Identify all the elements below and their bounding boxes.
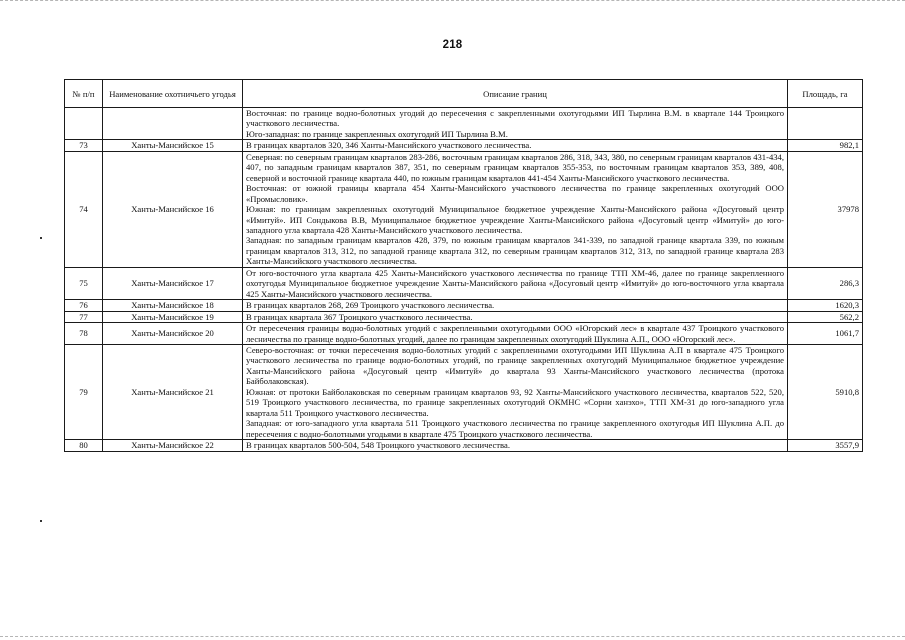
row-description <box>243 108 788 140</box>
row-description <box>243 140 788 151</box>
description-paragraph: Западная: от юго-западного угла квартала 511 Троицкого участкового лесничества по границе закрепленного охотугодья ИП Шуклина А.П. до пересечения с водно-болотными угодьями в квартале 475 Троицкого участкового лесничества. <box>246 418 784 439</box>
header-area: Площадь, га <box>788 80 863 108</box>
row-number: 74 <box>65 151 103 267</box>
page-number: 218 <box>442 39 463 51</box>
row-name: Ханты-Мансийское 22 <box>103 440 243 451</box>
row-name: Ханты-Мансийское 18 <box>103 300 243 311</box>
row-number: 73 <box>65 140 103 151</box>
scan-edge-bottom <box>0 633 905 637</box>
description-paragraph: От юго-восточного угла квартала 425 Ханты-Мансийского участкового лесничества по границе ТТП ХМ-46, далее по границе закрепленного охотугодья Муниципальное бюджетное учреждение Ханты-Мансийского района «Досуговый центр «Имитуй» до юго-восточного угла квартала 425 Ханты-Мансийского участкового лесничества. <box>246 267 784 299</box>
description-paragraph: Северная: по северным границам кварталов 283-286, восточным границам кварталов 286, 318, 343, 380, по северным границам кварталов 431-434, 407, по западным границам кварталов 387, 351, по северным границам кварталов 355-353, по восточным границам кварталов 353, 389, 408, северной и восточной границе квартала 440, по южным границам кварталов 441-454 Ханты-Мансийского участкового лесничества. <box>246 151 784 183</box>
description-paragraph: Западная: по западным границам кварталов 428, 379, по южным границам кварталов 341-339, по западной границе квартала 339, по южным границам кварталов 313, 312, по западной границе квартала 312, по северным границам кварталов 312, 313, по западной границе квартала 283 Ханты-Мансийского участкового лесничества. <box>246 235 784 267</box>
description-paragraph: От пересечения границы водно-болотных угодий с закрепленными охотугодьями ООО «Югорский лес» в квартале 437 Троицкого участкового лесничества по границе водно-болотных угодий, далее по границам закрепленных охотугодий Шуклина А.П., ООО «Югорский лес». <box>246 323 784 344</box>
row-number <box>65 108 103 140</box>
description-paragraph: В границах кварталов 268, 269 Троицкого участкового лесничества. <box>246 300 495 311</box>
row-description <box>243 440 788 451</box>
header-number: № п/п <box>65 80 103 108</box>
row-description <box>243 344 788 439</box>
row-name <box>103 108 243 140</box>
row-name: Ханты-Мансийское 19 <box>103 311 243 322</box>
row-area: 37978 <box>788 151 863 267</box>
row-area <box>788 108 863 140</box>
table-header-row <box>65 80 863 108</box>
row-name: Ханты-Мансийское 15 <box>103 140 243 151</box>
hunting-grounds-table <box>64 79 863 452</box>
row-area: 1061,7 <box>788 323 863 345</box>
row-number: 78 <box>65 323 103 345</box>
description-paragraph: Восточная: по границе водно-болотных угодий до пересечения с закрепленными охотугодьями ИП Тырлина В.М. в квартале 144 Троицкого участкового лесничества. <box>246 108 784 129</box>
row-description <box>243 151 788 267</box>
table-row <box>65 140 863 151</box>
table-row <box>65 267 863 299</box>
description-paragraph: Юго-западная: по границе закрепленных охотугодий ИП Тырлина В.М. <box>246 128 508 139</box>
row-description <box>243 267 788 299</box>
margin-mark <box>40 237 42 239</box>
row-number: 76 <box>65 300 103 311</box>
row-number: 79 <box>65 344 103 439</box>
description-paragraph: Северо-восточная: от точки пересечения водно-болотных угодий с закрепленными охотугодьями ИП Шуклина А.П в квартале 475 Троицкого участкового лесничества по границе водно-болотных угодий, по границе закрепленных охотугодий Муниципальное бюджетное учреждение Ханты-Мансийского района «Досуговый центр «Имитуй» до квартала 93 Ханты-Мансийского участкового лесничества (протока Байболаковская). <box>246 344 784 387</box>
table-row <box>65 311 863 322</box>
row-name: Ханты-Мансийское 16 <box>103 151 243 267</box>
table-row <box>65 151 863 267</box>
table-row <box>65 440 863 451</box>
table-row <box>65 300 863 311</box>
table-row <box>65 323 863 345</box>
row-area: 562,2 <box>788 311 863 322</box>
row-area: 5910,8 <box>788 344 863 439</box>
row-description <box>243 311 788 322</box>
description-paragraph: Южная: по границам закрепленных охотугодий Муниципальное бюджетное учреждение Ханты-Мансийского района «Досуговый центр «Имитуй». ИП Сондыкова В.В, Муниципальное бюджетное учреждение Ханты-Мансийского района «Досуговый центр «Имитуй» до юго-западного угла квартала 428 Ханты-Мансийского участкового лесничества. <box>246 204 784 235</box>
scan-edge-top <box>0 0 905 4</box>
table-row <box>65 344 863 439</box>
header-name: Наименование охотничьего угодья <box>103 80 243 108</box>
row-name: Ханты-Мансийское 20 <box>103 323 243 345</box>
description-paragraph: Южная: от протоки Байболаковская по северным границам кварталов 93, 92 Ханты-Мансийского участкового лесничества, кварталов 522, 520, 519 Троицкого участкового лесничества, по границе закрепленных охотугодий ОКМНС «Сорни ханэхо», ТТП ХМ-31 до юго-западного угла квартала 511 Троицкого участкового лесничества. <box>246 386 784 418</box>
row-number: 77 <box>65 311 103 322</box>
row-name: Ханты-Мансийское 17 <box>103 267 243 299</box>
description-paragraph: Восточная: от южной границы квартала 454 Ханты-Мансийского участкового лесничества по границе закрепленных охотугодий ООО «Промысловик». <box>246 183 784 204</box>
header-description: Описание границ <box>243 80 788 108</box>
row-name: Ханты-Мансийское 21 <box>103 344 243 439</box>
row-area: 3557,9 <box>788 440 863 451</box>
description-paragraph: В границах кварталов 320, 346 Ханты-Мансийского участкового лесничества. <box>246 140 532 151</box>
row-description <box>243 300 788 311</box>
row-area: 1620,3 <box>788 300 863 311</box>
row-area: 286,3 <box>788 267 863 299</box>
table-row <box>65 108 863 140</box>
row-area: 982,1 <box>788 140 863 151</box>
row-number: 75 <box>65 267 103 299</box>
description-paragraph: В границах кварталов 500-504, 548 Троицкого участкового лесничества. <box>246 440 510 451</box>
row-number: 80 <box>65 440 103 451</box>
row-description <box>243 323 788 345</box>
margin-mark <box>40 520 42 522</box>
description-paragraph: В границах квартала 367 Троицкого участкового лесничества. <box>246 311 473 322</box>
